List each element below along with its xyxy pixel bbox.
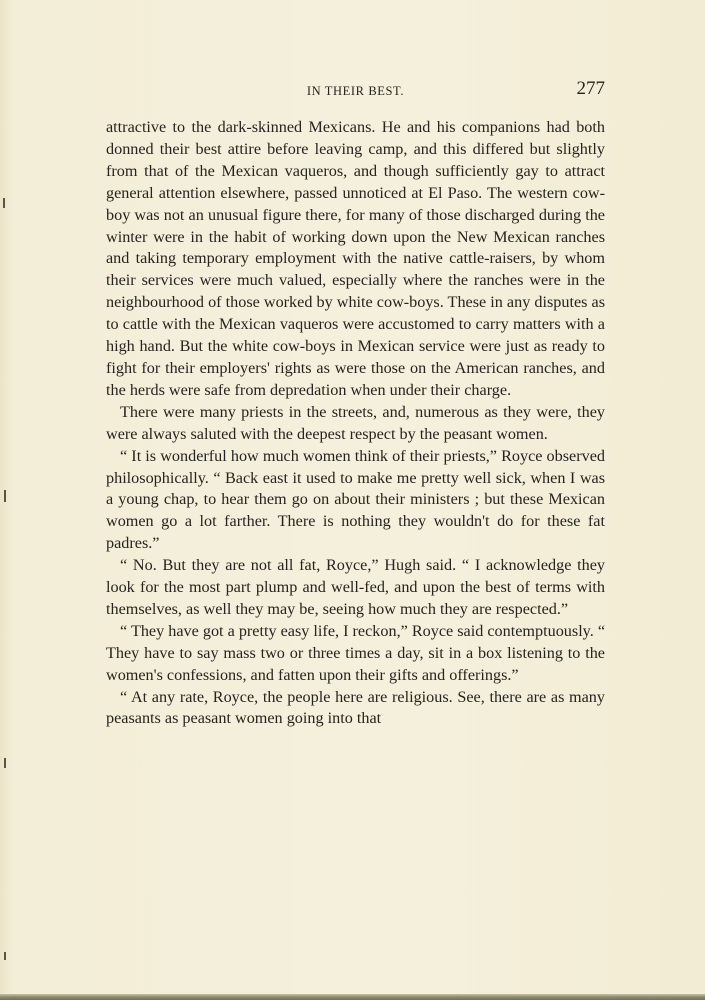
- page-bottom-edge: [0, 994, 705, 1000]
- paragraph: “ No. But they are not all fat, Royce,” Hugh said. “ I acknowledge they look for the most part plump and well-fed, and upon the best of terms with themselves, as well they may be, seeing how much they are respected.”: [106, 556, 605, 618]
- scan-edge-mark: [3, 198, 5, 208]
- scan-edge-mark: [4, 952, 6, 960]
- running-head: IN THEIR BEST.: [306, 84, 405, 98]
- paragraph: “ They have got a pretty easy life, I reckon,” Royce said contemptuously. “ They have to say mass two or three times a day, sit in a box listening to the women's confessions, and fatten upon their gifts and offerings.”: [106, 621, 606, 684]
- page-header: [106, 78, 605, 106]
- paragraph: “ It is wonderful how much women think of their priests,” Royce observed philosophically. “ Back east it used to make me pretty well sick, when I was a young chap, to hear them go on about their ministers ; but these Mexican women go a lot farther. There is nothing they wouldn't do for these fat padres.”: [106, 446, 605, 553]
- body-text: [106, 117, 605, 730]
- page-number: 277: [576, 78, 605, 99]
- paragraph: “ At any rate, Royce, the people here are religious. See, there are as many peasants as peasant women going into that: [106, 687, 605, 728]
- paragraph: There were many priests in the streets, and, numerous as they were, they were always saluted with the deepest respect by the peasant women.: [106, 402, 605, 443]
- scan-edge-mark: [4, 490, 6, 502]
- paragraph: attractive to the dark-skinned Mexicans. He and his companions had both donned their best attire before leaving camp, and this differed but slightly from that of the Mexican vaqueros, and though sufficiently gay to attract general attention elsewhere, passed unnoticed at El Paso. The western cow-boy was not an unusual figure there, for many of those discharged during the winter were in the habit of working down upon the New Mexican ranches and taking temporary employment with the native cattle-raisers, by whom their services were much valued, especially where the ranches were in the neighbourhood of those worked by white cow-boys. These in any disputes as to cattle with the Mexican vaqueros were accustomed to carry matters with a high hand. But the white cow-boys in Mexican service were just as ready to fight for their employers' rights as were those on the American ranches, and the herds were safe from depredation when under their charge.: [106, 118, 605, 399]
- scan-edge-mark: [4, 758, 6, 768]
